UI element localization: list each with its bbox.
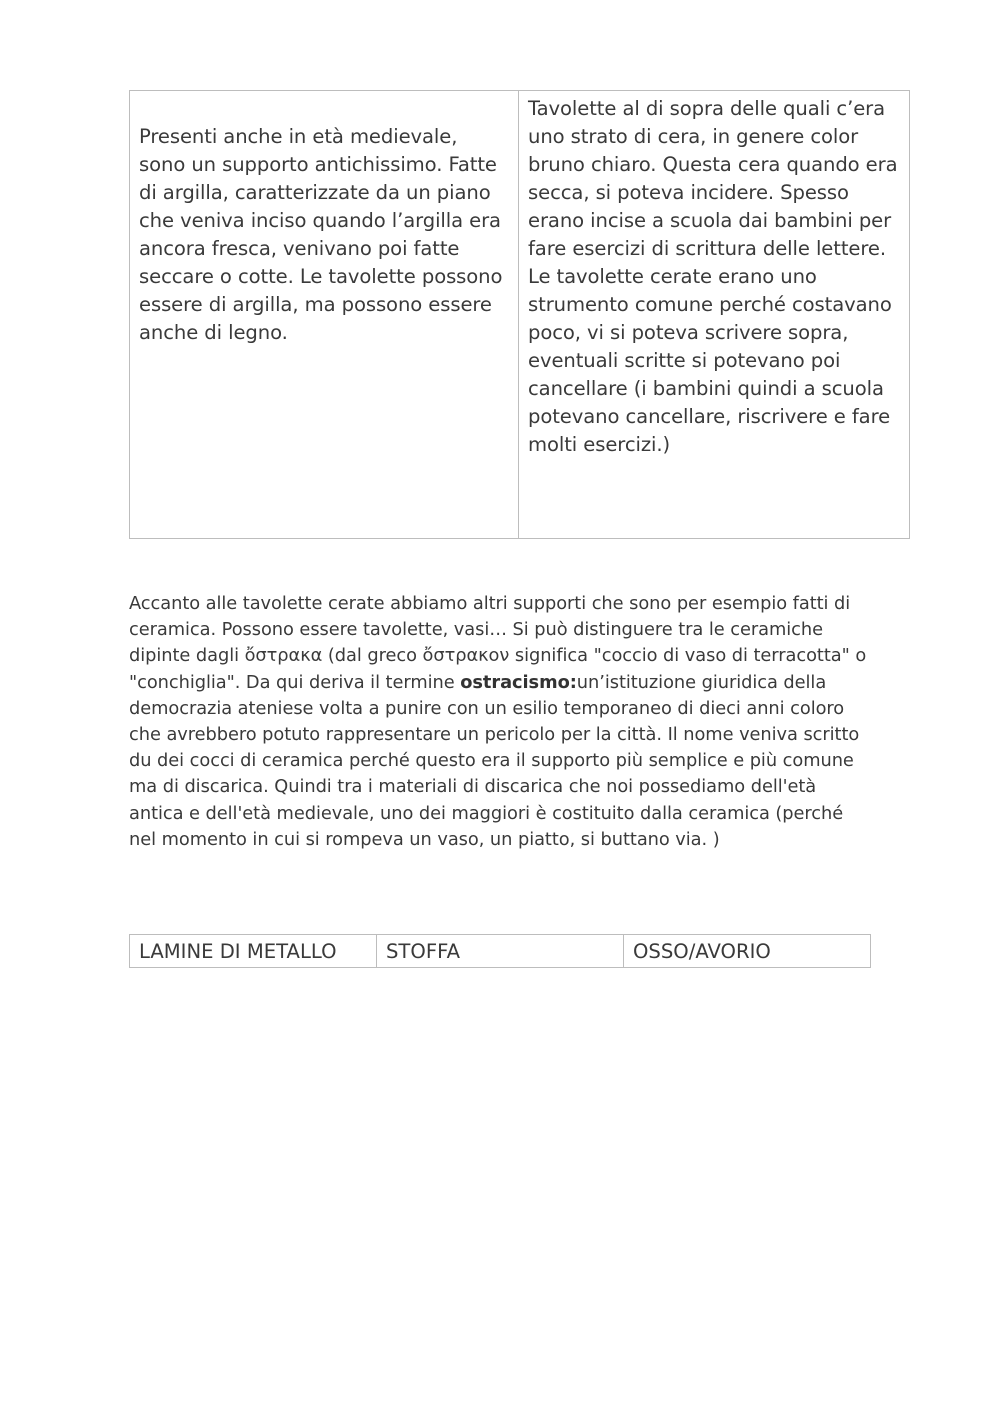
- clay-tablets-cell: [130, 91, 519, 539]
- metal-sheets-cell: LAMINE DI METALLO: [130, 935, 377, 968]
- table-row: [130, 91, 910, 539]
- paragraph-text-before: Accanto alle tavolette cerate abbiamo altri supporti che sono per esempio fatti di ceramica. Possono essere tavolette, vasi… Si può distinguere tra le ceramiche dipinte dagli ὄστρακα (dal greco ὄστρακον significa "coccio di vaso di terracotta" o "conchiglia". Da qui deriva il termine: [129, 593, 867, 693]
- ostracism-term: ostracismo:: [460, 671, 577, 693]
- ceramics-paragraph: [129, 591, 871, 853]
- table-row: [130, 935, 871, 968]
- paragraph-text-after: un’istituzione giuridica della democrazia ateniese volta a punire con un esilio temporaneo di dieci anni coloro che avrebbero potuto rappresentare un pericolo per la città. Il nome veniva scritto du dei cocci di ceramica perché questo era il supporto più semplice e più comune ma di discarica. Quindi tra i materiali di discarica che noi possediamo dell'età antica e dell'età medievale, uno dei maggiori è costituito dalla ceramica (perché nel momento in cui si rompeva un vaso, un piatto, si buttano via. ): [129, 671, 860, 850]
- materials-table: [129, 934, 871, 968]
- wax-tablets-cell: [519, 91, 910, 539]
- bone-ivory-cell: OSSO/AVORIO: [624, 935, 871, 968]
- fabric-cell: STOFFA: [377, 935, 624, 968]
- wax-tablets-text-part1: Tavolette al di sopra delle quali c’era uno strato di cera, in genere color bruno chiaro. Questa cera quando era secca, si poteva incidere. Spesso erano incise a scuola dai bambini per fare esercizi di scrittura delle lettere.: [528, 97, 898, 260]
- wax-tablets-text-part2: Le tavolette cerate erano uno strumento comune perché costavano poco, vi si poteva scrivere sopra, eventuali scritte si potevano poi cancellare (i bambini quindi a scuola potevano cancellare, riscrivere e fare molti esercizi.): [528, 265, 892, 456]
- tablets-table: [129, 90, 910, 539]
- clay-tablets-text: Presenti anche in età medievale, sono un supporto antichissimo. Fatte di argilla, caratterizzate da un piano che veniva inciso quando l’argilla era ancora fresca, venivano poi fatte seccare o cotte. Le tavolette possono essere di argilla, ma possono essere anche di legno.: [139, 125, 503, 344]
